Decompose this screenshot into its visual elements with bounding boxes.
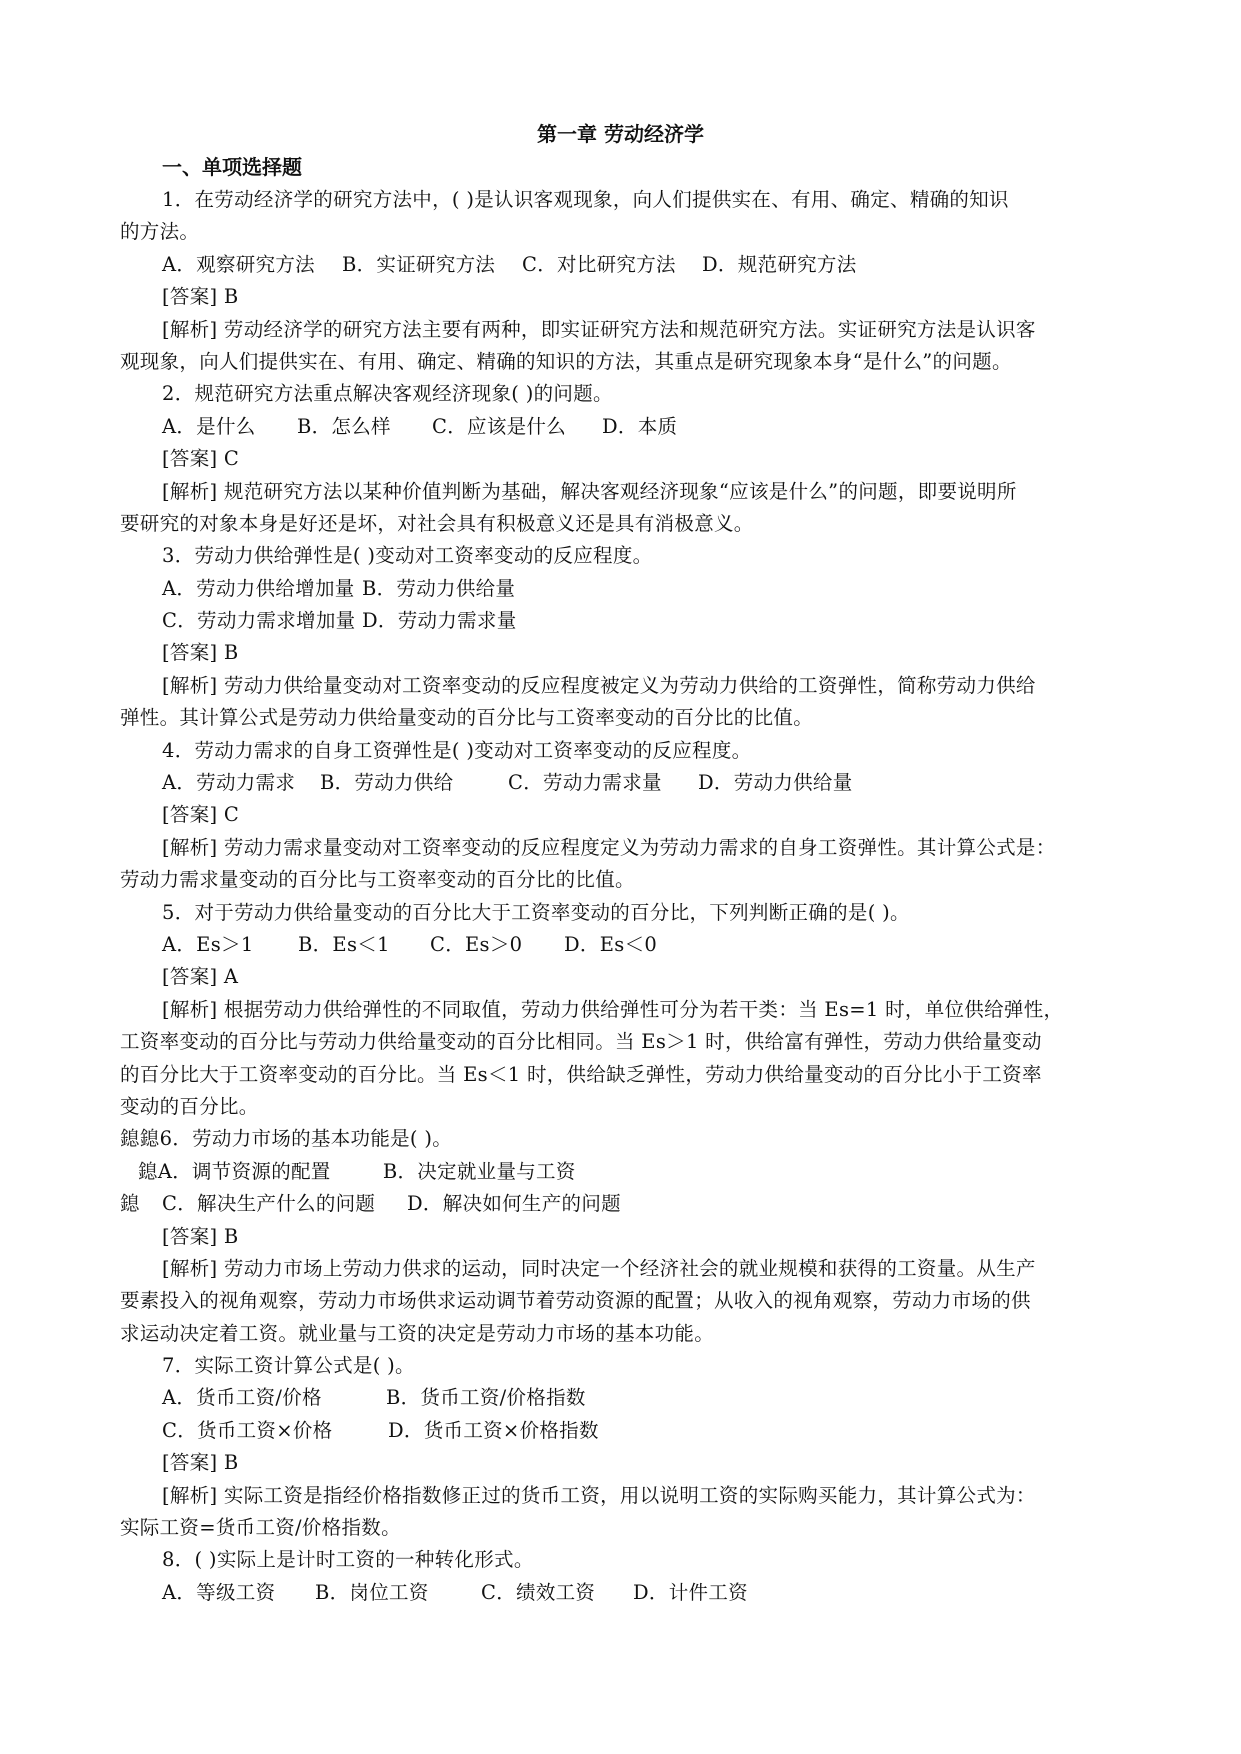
question-7-options-row1 xyxy=(120,1382,1130,1414)
question-2-explanation: [解析] 规范研究方法以某种价值判断为基础，解决客观经济现象“应该是什么”的问题，即要说明所 xyxy=(162,479,1017,503)
option-c: C．解决生产什么的问题 xyxy=(162,1192,376,1216)
question-1-options xyxy=(120,249,1130,281)
option-a: A．Es＞1 xyxy=(162,932,254,956)
question-6-options-row1 xyxy=(120,1156,1130,1188)
question-3-explanation-cont: 弹性。其计算公式是劳动力供给量变动的百分比与工资率变动的百分比的比值。 xyxy=(120,706,814,730)
question-5-explanation-cont-2: 的百分比大于工资率变动的百分比。当 Es＜1 时，供给缺乏弹性，劳动力供给量变动的百分比小于工资率 xyxy=(120,1062,1042,1086)
question-3-text: 3．劳动力供给弹性是( )变动对工资率变动的反应程度。 xyxy=(162,544,653,568)
option-c: C．绩效工资 xyxy=(481,1580,596,1604)
question-5-answer: [答案] A xyxy=(162,965,239,989)
option-a: A．货币工资/价格 xyxy=(162,1386,322,1410)
question-6-options-row2 xyxy=(120,1188,1130,1220)
option-a: A．是什么 xyxy=(162,414,256,438)
question-1-text-cont: 的方法。 xyxy=(120,220,200,244)
question-2-answer: [答案] C xyxy=(162,447,240,471)
section-heading: 一、单项选择题 xyxy=(162,155,302,179)
option-b: B．劳动力供给量 xyxy=(362,576,516,600)
question-5-options xyxy=(120,929,1130,961)
option-c: C．劳动力需求增加量 xyxy=(162,609,356,633)
question-4-explanation-cont: 劳动力需求量变动的百分比与工资率变动的百分比的比值。 xyxy=(120,868,635,892)
question-7-explanation-cont: 实际工资=货币工资/价格指数。 xyxy=(120,1516,401,1540)
option-c: C．劳动力需求量 xyxy=(508,771,662,795)
option-c: C．对比研究方法 xyxy=(522,252,676,276)
question-5-text: 5．对于劳动力供给量变动的百分比大于工资率变动的百分比，下列判断正确的是( )。 xyxy=(162,900,910,924)
question-4-options xyxy=(120,767,1130,799)
option-c: C．Es＞0 xyxy=(430,932,523,956)
question-3-explanation: [解析] 劳动力供给量变动对工资率变动的反应程度被定义为劳动力供给的工资弹性，简称劳动力供给 xyxy=(162,673,1036,697)
option-d: D．规范研究方法 xyxy=(702,252,857,276)
question-5-explanation-cont-3: 变动的百分比。 xyxy=(120,1094,259,1118)
question-3-answer: [答案] B xyxy=(162,641,239,665)
option-a: A．劳动力供给增加量 xyxy=(162,576,355,600)
option-a: A．劳动力需求 xyxy=(162,771,296,795)
question-7-answer: [答案] B xyxy=(162,1451,239,1475)
question-3-options-row1 xyxy=(120,573,1130,605)
question-1-answer: [答案] B xyxy=(162,285,239,309)
option-a: A．观察研究方法 xyxy=(162,252,315,276)
option-d: D．货币工资×价格指数 xyxy=(388,1418,599,1442)
option-c: C．货币工资×价格 xyxy=(162,1418,333,1442)
option-b: B．劳动力供给 xyxy=(320,771,454,795)
question-6-explanation-cont-1: 要素投入的视角观察，劳动力市场供求运动调节着劳动资源的配置；从收入的视角观察，劳动力市场的供 xyxy=(120,1289,1031,1313)
question-7-explanation: [解析] 实际工资是指经价格指数修正过的货币工资，用以说明工资的实际购买能力，其计算公式为： xyxy=(162,1483,1036,1507)
option-a: A．调节资源的配置 xyxy=(157,1159,331,1183)
question-8-text: 8．( )实际上是计时工资的一种转化形式。 xyxy=(162,1548,534,1572)
question-7-options-row2 xyxy=(120,1415,1130,1447)
question-4-text: 4．劳动力需求的自身工资弹性是( )变动对工资率变动的反应程度。 xyxy=(162,738,752,762)
option-d: D．本质 xyxy=(602,414,678,438)
question-6-text: 6．劳动力市场的基本功能是( )。 xyxy=(159,1127,453,1151)
option-d: D．Es＜0 xyxy=(564,932,658,956)
question-6-explanation-cont-2: 求运动决定着工资。就业量与工资的决定是劳动力市场的基本功能。 xyxy=(120,1321,715,1345)
question-6-answer: [答案] B xyxy=(162,1224,239,1248)
question-6-text-line xyxy=(120,1123,1130,1155)
option-d: D．劳动力供给量 xyxy=(698,771,853,795)
stray-glyph: 鎴 xyxy=(138,1159,158,1183)
option-b: B．决定就业量与工资 xyxy=(382,1159,576,1183)
option-c: C．应该是什么 xyxy=(432,414,567,438)
option-b: B．实证研究方法 xyxy=(342,252,496,276)
question-8-options xyxy=(120,1577,1130,1609)
question-7-text: 7．实际工资计算公式是( )。 xyxy=(162,1354,415,1378)
option-a: A．等级工资 xyxy=(162,1580,276,1604)
question-1-explanation-cont: 观现象，向人们提供实在、有用、确定、精确的知识的方法，其重点是研究现象本身“是什么”的问题。 xyxy=(120,349,1012,373)
option-d: D．解决如何生产的问题 xyxy=(407,1192,621,1216)
option-b: B．怎么样 xyxy=(297,414,391,438)
option-b: B．岗位工资 xyxy=(315,1580,429,1604)
option-b: B．Es＜1 xyxy=(298,932,390,956)
question-5-explanation-cont-1: 工资率变动的百分比与劳动力供给量变动的百分比相同。当 Es＞1 时，供给富有弹性，劳动力供给量变动 xyxy=(120,1030,1042,1054)
question-5-explanation: [解析] 根据劳动力供给弹性的不同取值，劳动力供给弹性可分为若干类：当 Es=1 时，单位供给弹性， xyxy=(162,997,1064,1021)
question-4-answer: [答案] C xyxy=(162,803,240,827)
chapter-title: 第一章 劳动经济学 xyxy=(537,122,704,146)
option-b: B．货币工资/价格指数 xyxy=(386,1386,586,1410)
question-4-explanation: [解析] 劳动力需求量变动对工资率变动的反应程度定义为劳动力需求的自身工资弹性。其计算公式是： xyxy=(162,835,1056,859)
question-2-explanation-cont: 要研究的对象本身是好还是坏，对社会具有积极意义还是具有消极意义。 xyxy=(120,511,754,535)
question-6-explanation: [解析] 劳动力市场上劳动力供求的运动，同时决定一个经济社会的就业规模和获得的工资量。从生产 xyxy=(162,1256,1036,1280)
question-list xyxy=(120,184,1130,1609)
question-3-options-row2 xyxy=(120,605,1130,637)
option-d: D．劳动力需求量 xyxy=(362,609,517,633)
stray-glyphs: 鎴鎴 xyxy=(120,1127,160,1151)
option-d: D．计件工资 xyxy=(633,1580,748,1604)
question-2-text: 2．规范研究方法重点解决客观经济现象( )的问题。 xyxy=(162,382,613,406)
question-1-explanation: [解析] 劳动经济学的研究方法主要有两种，即实证研究方法和规范研究方法。实证研究方法是认识客 xyxy=(162,317,1036,341)
question-1-text: 1．在劳动经济学的研究方法中，( )是认识客观现象，向人们提供实在、有用、确定、精确的知识 xyxy=(162,188,1009,211)
question-2-options xyxy=(120,411,1130,443)
stray-glyph: 鎴 xyxy=(120,1192,140,1216)
